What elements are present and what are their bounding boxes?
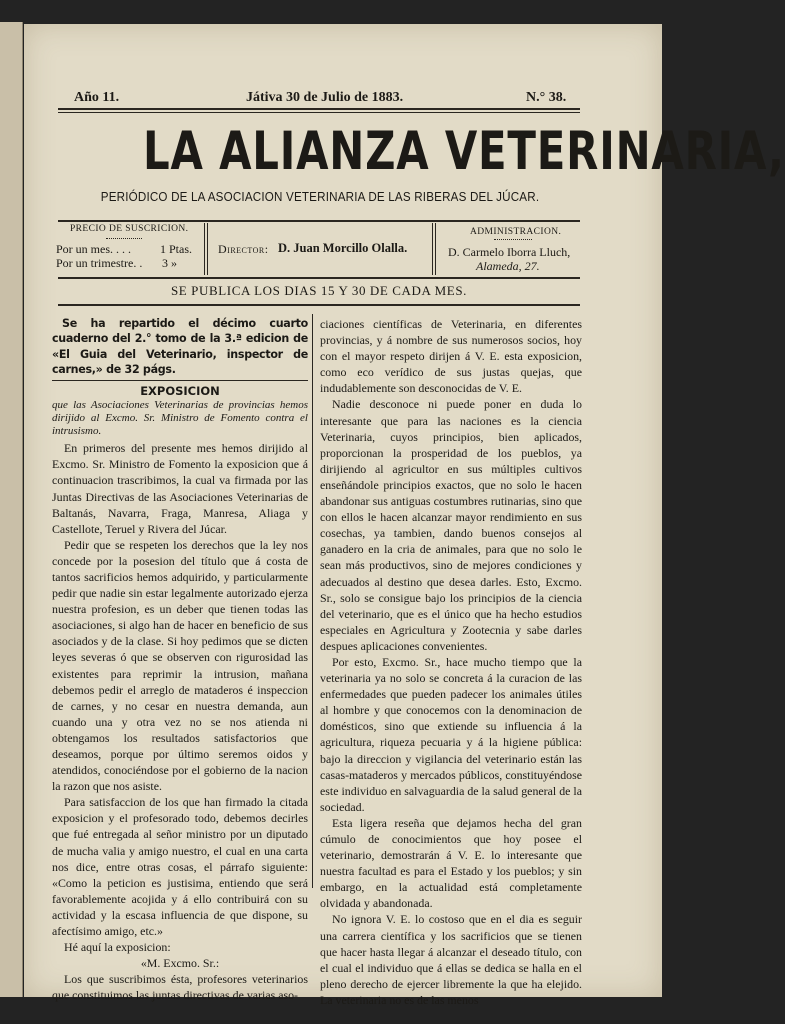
left-paragraph-4: Hé aquí la exposicion:: [64, 940, 171, 955]
price-line-1-label: Por un mes. . . .: [56, 242, 131, 256]
section-title: EXPOSICION: [140, 383, 220, 398]
right-paragraph-1: ciaciones científicas de Veterinaria, en diferentes provincias, y á nombre de sus numerosos socios, hoy con el mayor respeto dirijen á V. E. esta exposicion, como eco verídico de sus justas quejas, que indudablemente son desconocidas de V. E.: [320, 317, 582, 396]
issue-year: Año 11.: [74, 90, 120, 105]
note-rule: [58, 304, 580, 306]
header-rule-top-thin: [58, 112, 580, 113]
left-paragraph-5: Los que suscribimos ésta, profesores veterinarios que constituimos las juntas directivas de varias aso-: [52, 972, 308, 1003]
section-subtitle: que las Asociaciones Veterinarias de provincias hemos dirijido al Excmo. Sr. Ministro de Fomento contra el intrusismo.: [52, 398, 308, 438]
issue-number: N.° 38.: [526, 90, 567, 105]
left-paragraph-3: Para satisfaccion de los que han firmado la citada exposicion y el profesorado todo, debemos decirles que fué entregada al señor ministro por un diputado de mucha valia y amigo nuestro, el cual en una carta nos dice, entre otras cosas, el párrafo siguiente: «Como la peticion es justisima, entiendo que será favorablemente acojida y á ello contribuirá con su actividad y la escasa influencia de que dispone, su afectísimo amigo, etc.»: [52, 795, 308, 939]
salutation: «M. Excmo. Sr.:: [140, 956, 220, 971]
price-heading-ornament: [106, 238, 142, 239]
admin-name: D. Carmelo Iborra Lluch,: [448, 245, 571, 259]
right-paragraph-4: Esta ligera reseña que dejamos hecha del gran cúmulo de conocimientos que hoy posee el veterinario, demostrarán á V. E. lo interesante que nuestra facultad es para el Estado y los pueblos; y sin embargo, en la actualidad está completamente olvidada y abandonada.: [320, 815, 582, 911]
price-line-2-label: Por un trimestre. .: [56, 256, 143, 270]
left-column: [52, 316, 308, 1004]
dateline: Játiva 30 de Julio de 1883.: [246, 90, 404, 105]
section-rule: [52, 380, 308, 381]
right-paragraph-3: Por esto, Excmo. Sr., hace mucho tiempo que la veterinaria ya no solo se concreta á la curacion de las enfermedades que pueden padecer los animales útiles al hombre y que conocemos con la denominacion de domésticos, sino que extiende su influencia á la agricultura, riqueza pecuaria y á la higiene pública: bajo la direccion y vigilancia del veterinario están las casas-mataderos y mercados públicos, constituyéndose este individuo en salvaguardia de la salud general de la sociedad.: [320, 654, 582, 814]
price-heading: PRECIO DE SUSCRICION.: [70, 224, 189, 234]
left-paragraph-2: Pedir que se respeten los derechos que la ley nos concede por la posesion del título que á costa de tantos sacrificios hemos adquirido, y particularmente pedir que nadie sin estar legalmente autorizado ejerza nuestra profesion, es un deber que tienen todas las asociaciones, si algo han de hacer en beneficio de sus asociados y de la clase. Si hoy pedimos que se dicten leyes severas ó que se observen con rigurosidad las existentes para reprimir la intrusion, mañana debemos pedir el arreglo de mataderos é inspeccion de carnes, y no cesar en nuestra demanda, aun cuando una y otra vez no se nos atienda ni obtengamos los resultados satisfactorios que deseamos, porque por último seremos oidos y atendidos, conociéndose por el gobierno de la nacion la razon que nos asiste.: [52, 537, 308, 794]
price-line-1-value: 1 Ptas.: [160, 242, 193, 256]
price-line-2-value: 3 »: [162, 256, 177, 270]
header-rule-top: [58, 108, 580, 110]
right-paragraph-5: No ignora V. E. lo costoso que en el dia es seguir una carrera científica y los sacrificios que se tienen que hacer hasta llegar á alcanzar el deseado título, con el cual el individuo que á ellas se dedica se halla en el pleno derecho de ejercer libremente la que ha elejido. La veterinaria no es de las menos: [320, 912, 582, 1007]
info-divider-2b: [435, 223, 436, 275]
column-divider: [312, 314, 313, 888]
info-rule-top: [58, 220, 580, 222]
director-name: D. Juan Morcillo Olalla.: [278, 241, 408, 255]
masthead-subtitle: PERIÓDICO DE LA ASOCIACION VETERINARIA DE LAS RIBERAS DEL JÚCAR.: [100, 190, 540, 204]
info-rule-bottom: [58, 277, 580, 279]
info-divider-1: [204, 223, 205, 275]
info-divider-2: [432, 223, 433, 275]
director-label: Director:: [218, 242, 269, 256]
notice-paragraph: Se ha repartido el décimo cuarto cuaderno del 2.° tomo de la 3.ª edicion de «El Guia del Veterinario, inspector de carnes,» de 32 págs.: [52, 317, 308, 377]
admin-heading: ADMINISTRACION.: [470, 227, 562, 237]
publication-note: SE PUBLICA LOS DIAS 15 Y 30 DE CADA MES.: [170, 283, 468, 298]
right-paragraph-2: Nadie desconoce ni puede poner en duda lo interesante que para las naciones es la ciencia Veterinaria, cuyos principios, bien aplicados, proporcionan la prosperidad de los pueblos, ya dirijiendo al agricultor en sus múltiples cultivos enseñándole principios exactos, que no solo le hacen abandonar sus antiguas costumbres rutinarias, sino que con ellos le hacen alcanzar mayor rendimiento en sus cosechas, ya tambien, dando buenos consejos al ganadero en la cria de animales, para que no solo le sean más productivos, sino de mejores condiciones y adecuados al destino que desea darles. Esto, Excmo. Sr., solo se consigue bajo los principios de la ciencia del veterinario, que es el único que ha hecho estudios especiales en Agricultura y Zootecnia y sabe darles despues aplicaciones convenientes.: [320, 397, 582, 653]
left-paragraph-1: En primeros del presente mes hemos dirijido al Excmo. Sr. Ministro de Fomento la exposicion que á continuacion trascribimos, la cual va firmada por las Juntas Directivas de las Asociaciones Veterinarias de Baltanás, Navarra, Fraga, Manresa, Aliaga y Castellote, Teruel y Rivera del Júcar.: [52, 441, 308, 536]
masthead-title: LA ALIANZA VETERINARIA,: [143, 121, 785, 182]
facing-page-edge: [0, 22, 23, 997]
info-divider-1b: [207, 223, 208, 275]
admin-address: Alameda, 27.: [476, 259, 540, 273]
right-column: [320, 316, 582, 1008]
admin-heading-ornament: [494, 239, 532, 240]
